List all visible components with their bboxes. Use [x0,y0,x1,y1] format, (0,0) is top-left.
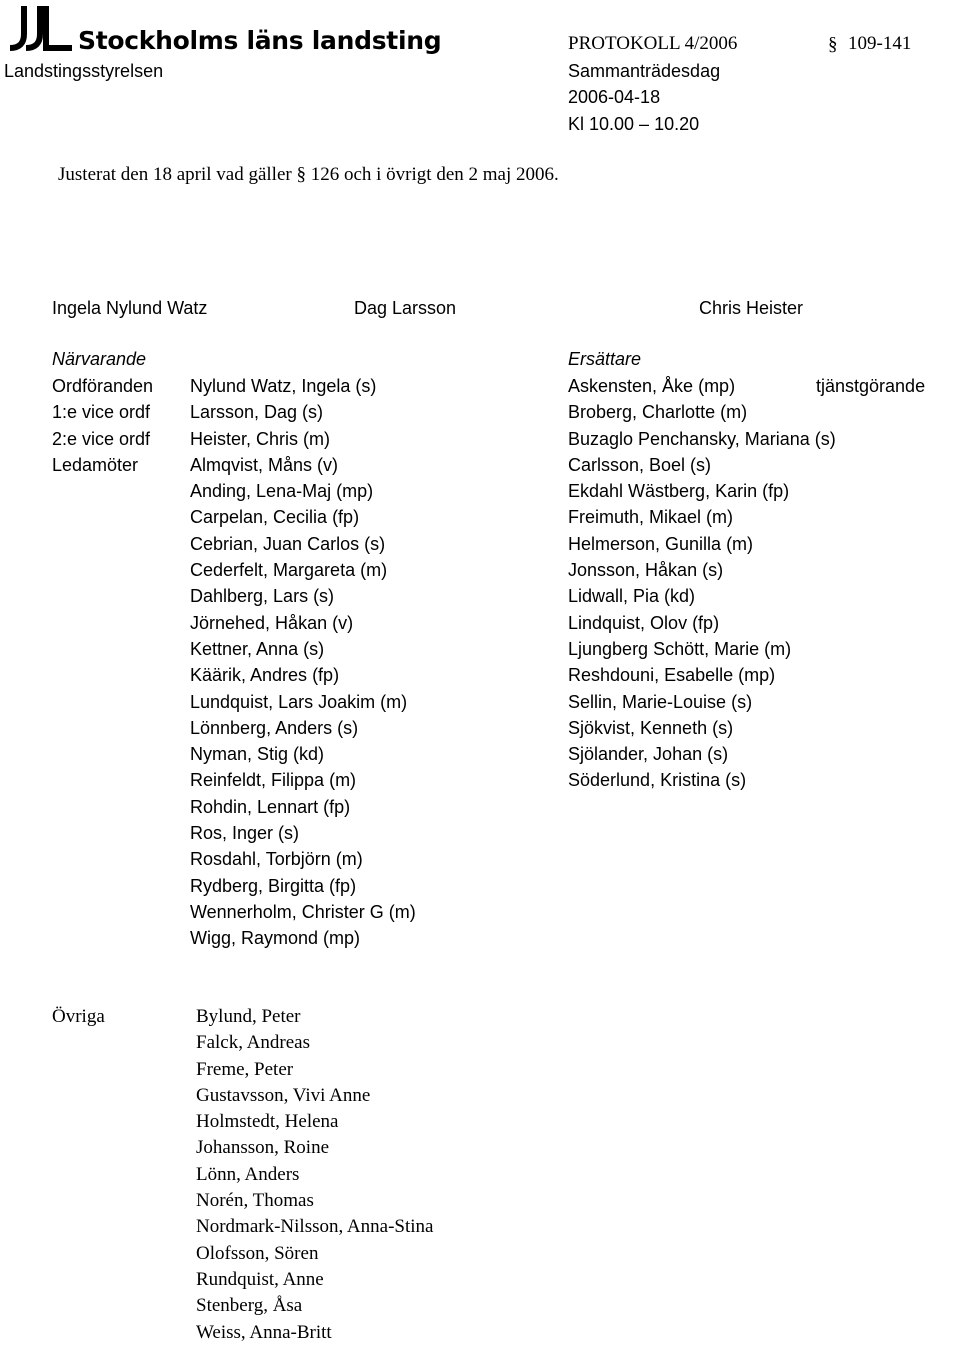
list-item: Helmerson, Gunilla (m) [568,533,754,554]
substitutes-heading: Ersättare [568,349,642,369]
list-item: Lindquist, Olov (fp) [568,612,720,633]
list-item: Ekdahl Wästberg, Karin (fp) [568,481,790,502]
list-item: Weiss, Anna-Britt [196,1321,332,1343]
list-item: Reshdouni, Esabelle (mp) [568,665,776,686]
list-item: Bylund, Peter [196,1006,301,1027]
meeting-time: Kl 10.00 – 10.20 [568,114,700,134]
list-item: Lidwall, Pia (kd) [568,586,696,607]
list-item: Rydberg, Birgitta (fp) [190,875,357,896]
role-second-vice: 2:e vice ordf [52,428,151,449]
list-item: Cederfelt, Margareta (m) [190,560,388,581]
list-item: Falck, Andreas [196,1032,310,1054]
list-item: Dahlberg, Lars (s) [190,586,335,607]
list-item: Stenberg, Åsa [196,1295,303,1317]
org-logo [6,4,442,58]
list-item: Nylund Watz, Ingela (s) [190,376,377,396]
list-item: Rosdahl, Torbjörn (m) [190,849,363,870]
list-item: Gustavsson, Vivi Anne [196,1084,371,1106]
role-chair: Ordföranden [52,376,154,396]
list-item: Johansson, Roine [196,1137,329,1159]
meeting-date: 2006-04-18 [568,87,661,107]
roles-list [52,373,153,478]
list-item: Sjökvist, Kenneth (s) [568,717,734,738]
list-item: Jonsson, Håkan (s) [568,560,724,581]
list-item: Olofsson, Sören [196,1242,319,1264]
list-item: Wennerholm, Christer G (m) [190,901,416,922]
sll-logo-icon [6,4,74,54]
list-item: Nordmark-Nilsson, Anna-Stina [196,1216,434,1238]
list-item: Söderlund, Kristina (s) [568,770,747,791]
present-members-list [190,373,416,952]
others-list [196,1004,433,1346]
substitutes-list [568,373,836,794]
list-item: Holmstedt, Helena [196,1111,339,1133]
list-item: Rohdin, Lennart (fp) [190,796,351,817]
list-item: Käärik, Andres (fp) [190,665,340,686]
meeting-label: Sammanträdesdag [568,61,721,81]
list-item: Buzaglo Penchansky, Mariana (s) [568,428,836,449]
list-item: Anding, Lena-Maj (mp) [190,481,374,502]
protocol-number: PROTOKOLL 4/2006 [568,33,738,54]
serving-note: tjänstgörande [816,376,926,396]
list-item: Nyman, Stig (kd) [190,744,325,765]
others-heading: Övriga [52,1006,105,1027]
adjusted-note: Justerat den 18 april vad gäller § 126 och i övrigt den 2 maj 2006. [58,164,559,185]
role-first-vice: 1:e vice ordf [52,402,151,423]
list-item: Ljungberg Schött, Marie (m) [568,638,792,659]
list-item: Kettner, Anna (s) [190,638,325,659]
list-item: Cebrian, Juan Carlos (s) [190,533,386,554]
list-item: Ros, Inger (s) [190,823,300,844]
list-item: Carlsson, Boel (s) [568,454,712,475]
paragraph-sign: § [828,34,838,55]
list-item: Lönn, Anders [196,1163,300,1185]
list-item: Larsson, Dag (s) [190,402,324,423]
list-item: Rundquist, Anne [196,1268,324,1290]
present-heading: Närvarande [52,349,147,369]
list-item: Norén, Thomas [196,1190,314,1212]
list-item: Carpelan, Cecilia (fp) [190,507,360,528]
list-item: Sjölander, Johan (s) [568,744,729,765]
list-item: Jörnehed, Håkan (v) [190,612,354,633]
list-item: Sellin, Marie-Louise (s) [568,691,753,712]
section-range: 109-141 [848,33,912,54]
list-item: Almqvist, Måns (v) [190,454,339,475]
department: Landstingsstyrelsen [4,61,164,81]
role-members: Ledamöter [52,454,139,475]
list-item: Freimuth, Mikael (m) [568,507,734,528]
signature-chair: Ingela Nylund Watz [52,298,208,318]
list-item: Freme, Peter [196,1058,294,1080]
list-item: Lundquist, Lars Joakim (m) [190,691,408,712]
list-item: Broberg, Charlotte (m) [568,402,748,423]
signature-first-vice: Dag Larsson [354,298,457,318]
org-name: Stockholms läns landsting [78,26,442,55]
list-item: Wigg, Raymond (mp) [190,928,361,949]
list-item: Reinfeldt, Filippa (m) [190,770,357,791]
list-item: Heister, Chris (m) [190,428,331,449]
list-item: Askensten, Åke (mp) [568,376,736,396]
signature-second-vice: Chris Heister [699,298,804,318]
list-item: Lönnberg, Anders (s) [190,717,359,738]
